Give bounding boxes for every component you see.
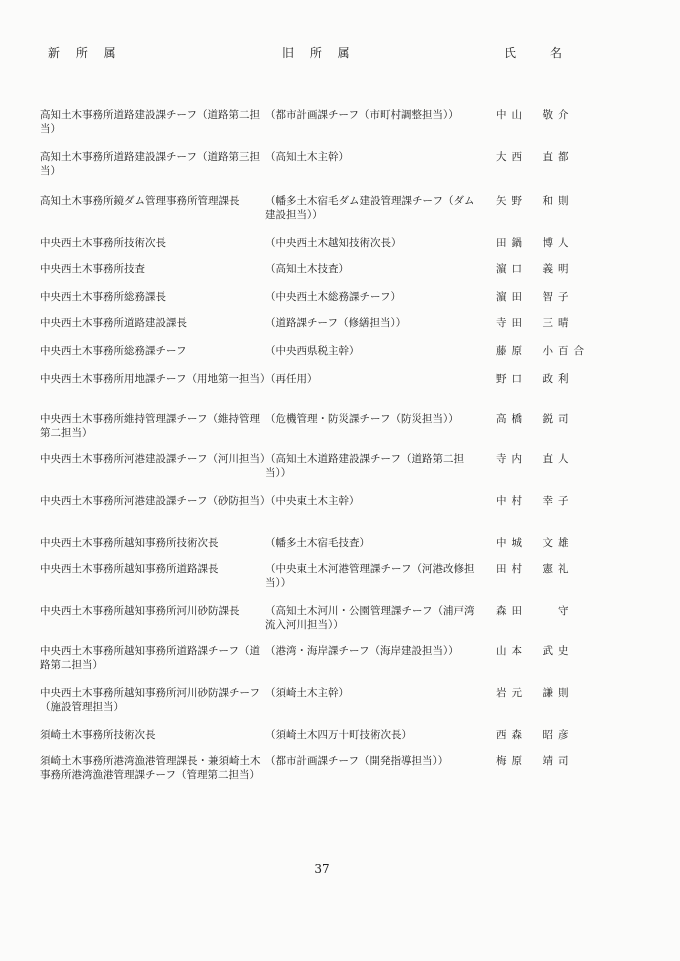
old-affiliation: （都市計画課チーフ（市町村調整担当）） [265,109,459,121]
new-affiliation: 中央西土木事務所技査 [40,263,145,275]
new-affiliation: 中央西土木事務所河港建設課チーフ（砂防担当） [40,495,271,507]
person-name: 野口 政利 [496,373,574,385]
old-affiliation: （中央東土木河港管理課チーフ（河港改修担当）） [265,563,475,589]
person-name: 梅原 靖司 [496,755,574,767]
header-old-affiliation: 旧 所 属 [282,46,356,60]
new-affiliation: 中央西土木事務所越知事務所技術次長 [40,537,219,549]
person-name: 高橋 鋭司 [496,413,574,425]
old-affiliation: （高知土木技査） [265,263,349,275]
person-name: 田村 憲礼 [496,563,574,575]
new-affiliation: 中央西土木事務所総務課長 [40,291,166,303]
old-affiliation: （中央西土木越知技術次長） [265,237,402,249]
new-affiliation: 中央西土木事務所越知事務所河川砂防課チーフ（施設管理担当） [40,687,260,713]
old-affiliation: （都市計画課チーフ（開発指導担当）） [265,755,449,767]
old-affiliation: （中央西土木総務課チーフ） [265,291,401,303]
person-name: 寺内 直人 [496,453,574,465]
person-name: 大西 直都 [496,151,574,163]
person-name: 岩元 謙則 [496,687,574,699]
page-number: 37 [314,862,330,876]
person-name: 寺田 三晴 [496,317,574,329]
new-affiliation: 中央西土木事務所用地課チーフ（用地第一担当） [40,373,271,385]
page-footer [0,862,680,876]
new-affiliation: 須崎土木事務所港湾漁港管理課長・兼須崎土木事務所港湾漁港管理課チーフ（管理第二担当） [40,755,261,781]
old-affiliation: （港湾・海岸課チーフ（海岸建設担当）） [265,645,459,657]
old-affiliation: （須崎土木四万十町技術次長） [265,729,412,741]
new-affiliation: 中央西土木事務所河港建設課チーフ（河川担当） [40,453,271,465]
old-affiliation: （再任用） [265,373,318,385]
old-affiliation: （須崎土木主幹） [265,687,349,699]
column-header [0,44,680,64]
old-affiliation: （幡多土木宿毛ダム建設管理課チーフ（ダム建設担当）） [265,195,475,221]
new-affiliation: 中央西土木事務所技術次長 [40,237,166,249]
new-affiliation: 高知土木事務所鏡ダム管理事務所管理課長 [40,195,240,207]
person-name: 中山 敬介 [496,109,574,121]
person-name: 濵口 義明 [496,263,574,275]
new-affiliation: 須崎土木事務所技術次長 [40,729,156,741]
person-name: 西森 昭彦 [496,729,574,741]
new-affiliation: 中央西土木事務所越知事務所河川砂防課長 [40,605,240,617]
old-affiliation: （高知土木主幹） [265,151,349,163]
old-affiliation: （幡多土木宿毛技査） [265,537,370,549]
old-affiliation: （高知土木河川・公園管理課チーフ（浦戸湾流入河川担当）） [265,605,475,631]
old-affiliation: （中央西県税主幹） [265,345,360,357]
new-affiliation: 中央西土木事務所越知事務所道路課チーフ（道路第二担当） [40,645,260,671]
header-new-affiliation: 新 所 属 [48,46,122,60]
old-affiliation: （高知土木道路建設課チーフ（道路第二担当）） [265,453,464,479]
new-affiliation: 高知土木事務所道路建設課チーフ（道路第三担当） [40,151,260,177]
person-name: 山本 武史 [496,645,574,657]
new-affiliation: 中央西土木事務所道路建設課長 [40,317,187,329]
new-affiliation: 高知土木事務所道路建設課チーフ（道路第二担当） [40,109,260,135]
person-name: 矢野 和則 [496,195,574,207]
person-name: 濵田 智子 [496,291,574,303]
person-name: 田鍋 博人 [496,237,574,249]
new-affiliation: 中央西土木事務所越知事務所道路課長 [40,563,219,575]
old-affiliation: （道路課チーフ（修繕担当）） [265,317,407,329]
old-affiliation: （中央東土木主幹） [265,495,360,507]
person-name: 藤原 小百合 [496,345,589,357]
old-affiliation: （危機管理・防災課チーフ（防災担当）） [265,413,459,425]
person-name: 中城 文雄 [496,537,574,549]
person-name: 森田 守 [496,605,574,617]
header-name: 氏名 [504,46,597,60]
new-affiliation: 中央西土木事務所総務課チーフ [40,345,187,357]
person-name: 中村 幸子 [496,495,574,507]
new-affiliation: 中央西土木事務所維持管理課チーフ（維持管理第二担当） [40,413,260,439]
